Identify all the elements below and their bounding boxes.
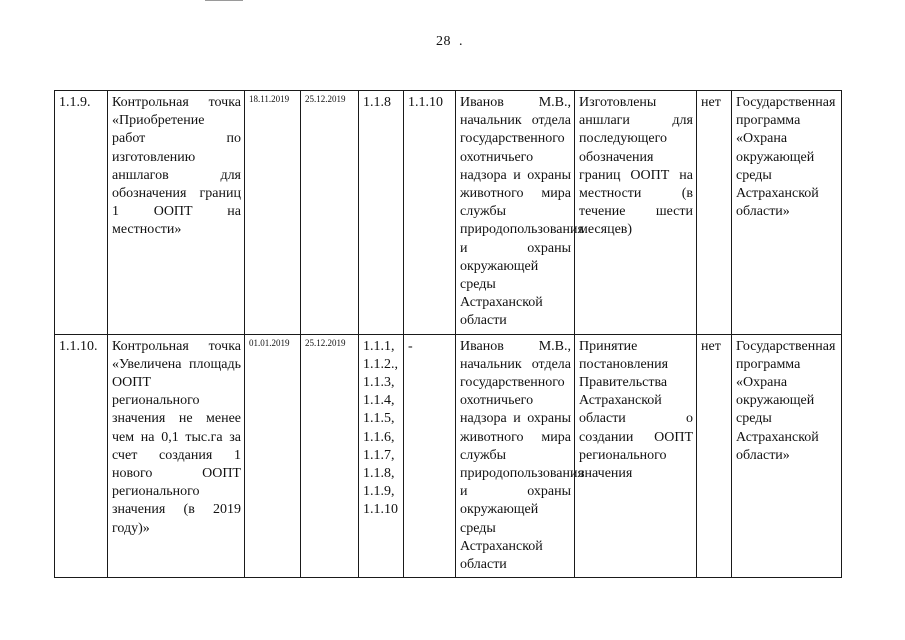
successor-links: - <box>404 334 456 578</box>
responsible-person: Иванов М.В., начальник отдела государственного охотничьего надзора и охраны животного мира службы природопользования и охраны окружающей среды Астраханской области <box>456 91 575 335</box>
end-date: 25.12.2019 <box>301 334 359 578</box>
event-description: Контрольная точка «Увеличена площадь ООПТ регионального значения не менее чем на 0,1 тыс.га за счет создания 1 нового ООПТ регионального значения (в 2019 году)» <box>108 334 245 578</box>
link-item: 1.1.2., <box>363 356 398 372</box>
predecessor-links <box>359 334 404 578</box>
start-date: 01.01.2019 <box>245 334 301 578</box>
link-item: 1.1.7, <box>363 447 395 463</box>
table-row <box>55 334 842 578</box>
row-number: 1.1.9. <box>55 91 108 335</box>
state-program: Государственная программа «Охрана окружающей среды Астраханской области» <box>732 334 842 578</box>
start-date: 18.11.2019 <box>245 91 301 335</box>
link-item: 1.1.9, <box>363 484 395 500</box>
event-description: Контрольная точка «Приобретение работ по изготовлению аншлагов для обозначения границ 1 ООПТ на местности» <box>108 91 245 335</box>
table-row <box>55 91 842 335</box>
page-number: 28 . <box>436 34 463 49</box>
funding-flag: нет <box>697 91 732 335</box>
link-item: 1.1.10 <box>363 502 398 518</box>
link-item: 1.1.3, <box>363 375 395 391</box>
link-item: 1.1.4, <box>363 393 395 409</box>
link-item: 1.1.8, <box>363 466 395 482</box>
row-number: 1.1.10. <box>55 334 108 578</box>
expected-result: Принятие постановления Правительства Астраханской области о создании ООПТ регионального значения <box>575 334 697 578</box>
state-program: Государственная программа «Охрана окружающей среды Астраханской области» <box>732 91 842 335</box>
link-item: 1.1.1, <box>363 338 395 354</box>
successor-links: 1.1.10 <box>404 91 456 335</box>
control-points-table <box>54 90 842 578</box>
funding-flag: нет <box>697 334 732 578</box>
responsible-person: Иванов М.В., начальник отдела государственного охотничьего надзора и охраны животного мира службы природопользования и охраны окружающей среды Астраханской области <box>456 334 575 578</box>
link-item: 1.1.6, <box>363 429 395 445</box>
predecessor-links: 1.1.8 <box>359 91 404 335</box>
expected-result: Изготовлены аншлаги для последующего обозначения границ ООПТ на местности (в течение шести месяцев) <box>575 91 697 335</box>
end-date: 25.12.2019 <box>301 91 359 335</box>
scan-artifact <box>205 0 243 1</box>
link-item: 1.1.5, <box>363 411 395 427</box>
